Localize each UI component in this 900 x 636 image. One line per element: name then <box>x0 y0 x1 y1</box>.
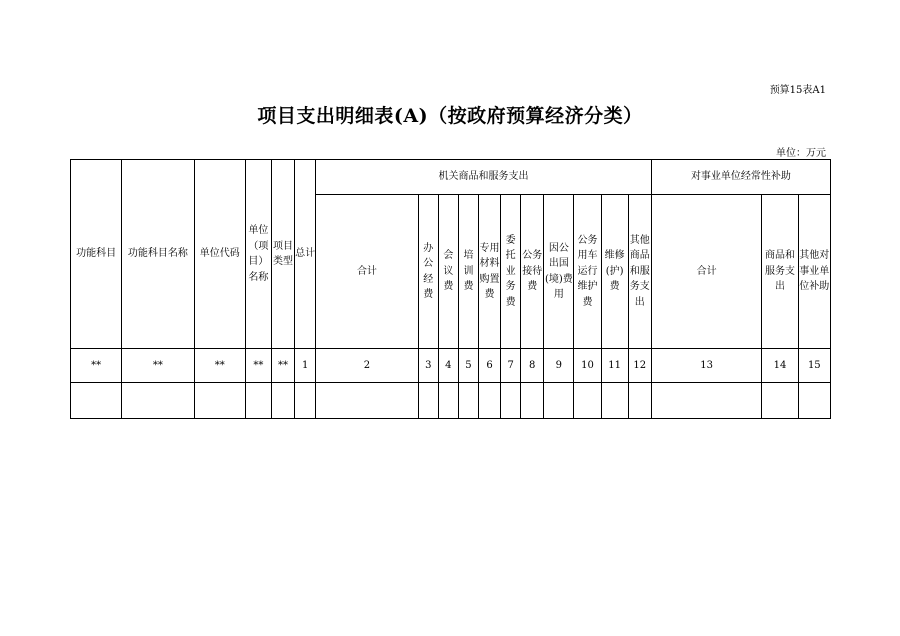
header-entrusted: 委托业务费 <box>501 195 521 349</box>
index-cell: 8 <box>521 349 544 383</box>
index-cell: 7 <box>501 349 521 383</box>
index-cell: 2 <box>316 349 419 383</box>
header-other-goods: 其他商品和服务支出 <box>628 195 651 349</box>
empty-cell <box>271 383 294 419</box>
empty-cell <box>651 383 762 419</box>
header-overseas: 因公出国(境)费用 <box>544 195 574 349</box>
header-func-subject: 功能科目 <box>71 160 122 349</box>
empty-cell <box>478 383 500 419</box>
empty-cell <box>798 383 830 419</box>
empty-cell <box>762 383 798 419</box>
index-cell: 11 <box>601 349 628 383</box>
header-vehicle: 公务用车运行维护费 <box>574 195 601 349</box>
index-row <box>71 349 831 383</box>
index-cell: 9 <box>544 349 574 383</box>
header-sub-other: 其他对事业单位补助 <box>798 195 830 349</box>
header-office: 办公经费 <box>418 195 438 349</box>
index-cell: ** <box>122 349 194 383</box>
empty-cell <box>71 383 122 419</box>
index-cell: 6 <box>478 349 500 383</box>
header-row-1 <box>71 160 831 195</box>
index-cell: 5 <box>458 349 478 383</box>
empty-cell <box>574 383 601 419</box>
header-group-subsidy: 对事业单位经常性补助 <box>651 160 830 195</box>
empty-cell <box>295 383 316 419</box>
index-cell: 12 <box>628 349 651 383</box>
index-cell: 4 <box>438 349 458 383</box>
header-unit-code: 单位代码 <box>194 160 245 349</box>
header-sub-subtotal: 合计 <box>651 195 762 349</box>
empty-cell <box>316 383 419 419</box>
empty-cell <box>194 383 245 419</box>
empty-cell <box>122 383 194 419</box>
empty-cell <box>521 383 544 419</box>
expenditure-table <box>70 159 831 419</box>
index-cell: 13 <box>651 349 762 383</box>
empty-cell <box>601 383 628 419</box>
empty-cell <box>458 383 478 419</box>
header-maintenance: 维修(护)费 <box>601 195 628 349</box>
header-meeting: 会议费 <box>438 195 458 349</box>
header-gs-subtotal: 合计 <box>316 195 419 349</box>
index-cell: ** <box>194 349 245 383</box>
header-func-subject-name: 功能科目名称 <box>122 160 194 349</box>
index-cell: 1 <box>295 349 316 383</box>
header-sub-goods: 商品和服务支出 <box>762 195 798 349</box>
empty-data-row <box>71 383 831 419</box>
page-title: 项目支出明细表(A)（按政府预算经济分类） <box>257 105 643 127</box>
index-cell: 3 <box>418 349 438 383</box>
empty-cell <box>544 383 574 419</box>
empty-cell <box>418 383 438 419</box>
header-training: 培训费 <box>458 195 478 349</box>
header-total: 总计 <box>295 160 316 349</box>
header-project-type: 项目类型 <box>271 160 294 349</box>
form-id: 预算15表A1 <box>769 85 826 96</box>
header-unit-project-name: 单位（项目）名称 <box>245 160 271 349</box>
index-cell: ** <box>71 349 122 383</box>
index-cell: 14 <box>762 349 798 383</box>
index-cell: ** <box>271 349 294 383</box>
empty-cell <box>501 383 521 419</box>
header-special-materials: 专用材料购置费 <box>478 195 500 349</box>
unit-label: 单位：万元 <box>776 148 826 159</box>
index-cell: 10 <box>574 349 601 383</box>
header-group-goods-services: 机关商品和服务支出 <box>316 160 652 195</box>
header-reception: 公务接待费 <box>521 195 544 349</box>
index-cell: 15 <box>798 349 830 383</box>
empty-cell <box>438 383 458 419</box>
index-cell: ** <box>245 349 271 383</box>
empty-cell <box>245 383 271 419</box>
empty-cell <box>628 383 651 419</box>
